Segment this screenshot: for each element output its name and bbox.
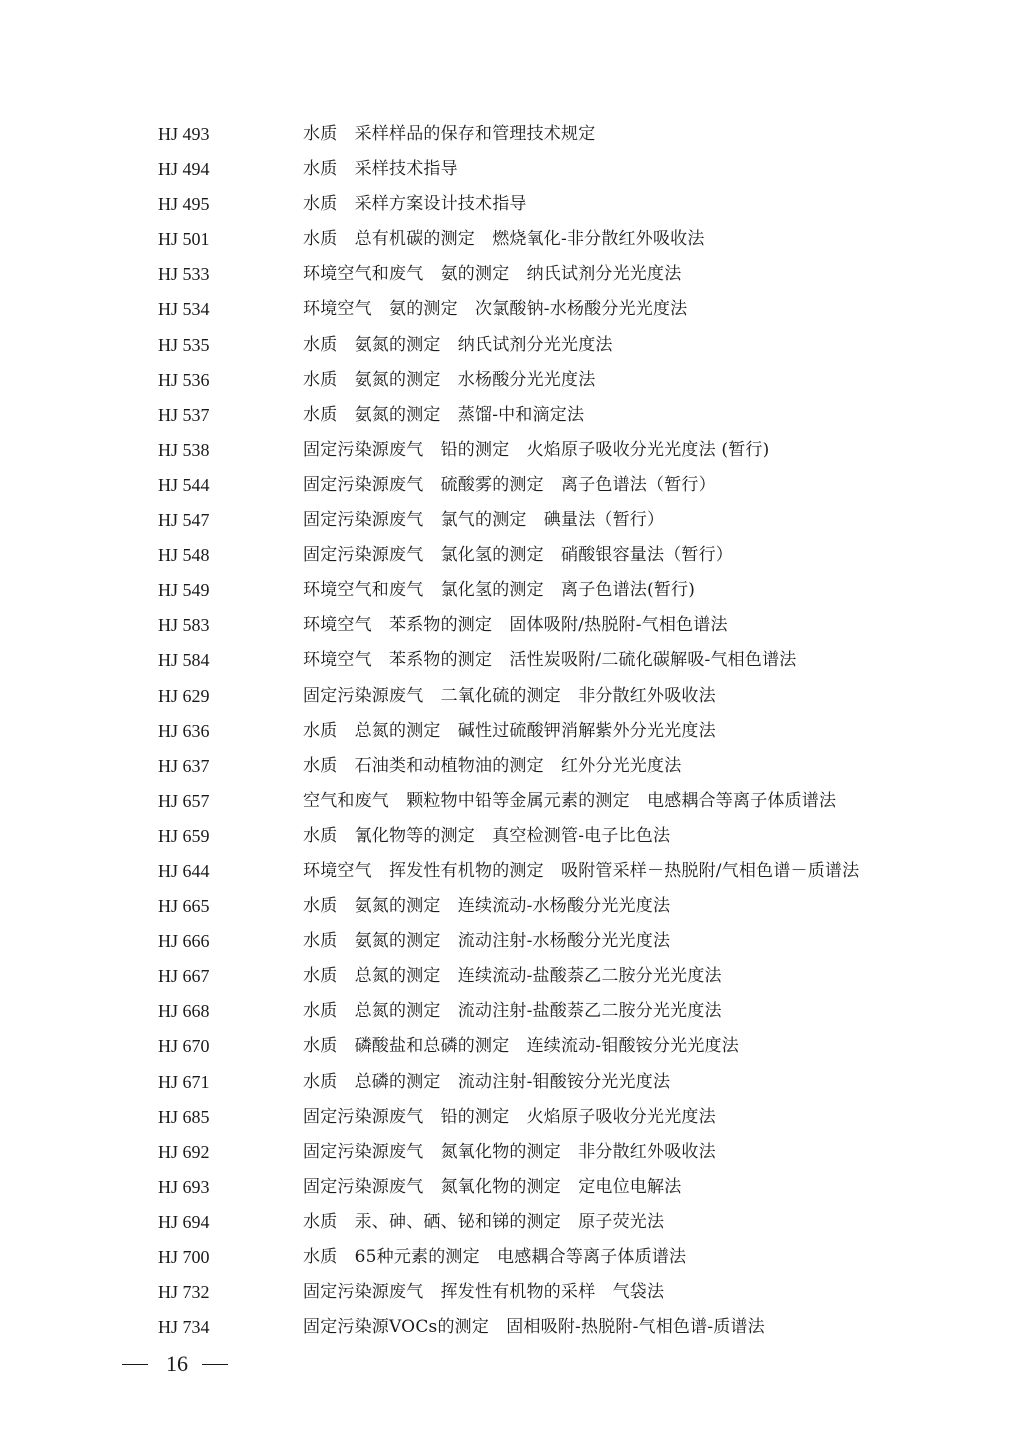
standard-title: 水质 氨氮的测定 水杨酸分光光度法 [303, 369, 596, 390]
list-item [0, 994, 1024, 1029]
standard-code: HJ 547 [158, 510, 210, 531]
standard-title: 固定污染源废气 二氧化硫的测定 非分散红外吸收法 [303, 685, 716, 706]
standard-title: 水质 总氮的测定 流动注射-盐酸萘乙二胺分光光度法 [303, 1001, 722, 1022]
standard-title: 固定污染源VOCs的测定 固相吸附-热脱附-气相色谱-质谱法 [303, 1317, 765, 1338]
standard-code: HJ 636 [158, 720, 210, 741]
standard-code: HJ 534 [158, 299, 210, 320]
list-item [0, 468, 1024, 503]
standard-code: HJ 501 [158, 229, 210, 250]
standard-title: 水质 氨氮的测定 纳氏试剂分光光度法 [303, 334, 613, 355]
standard-title: 固定污染源废气 氮氧化物的测定 非分散红外吸收法 [303, 1141, 716, 1162]
standard-code: HJ 692 [158, 1141, 210, 1162]
standard-code: HJ 535 [158, 334, 210, 355]
standard-title: 环境空气 挥发性有机物的测定 吸附管采样－热脱附/气相色谱－质谱法 [303, 860, 860, 881]
list-item [0, 1100, 1024, 1135]
list-item [0, 643, 1024, 678]
standard-code: HJ 657 [158, 790, 210, 811]
standard-code: HJ 495 [158, 194, 210, 215]
standard-title: 环境空气和废气 氯化氢的测定 离子色谱法(暂行) [303, 580, 696, 601]
standard-title: 水质 氨氮的测定 连续流动-水杨酸分光光度法 [303, 896, 671, 917]
list-item [0, 117, 1024, 152]
list-item [0, 538, 1024, 573]
standard-title: 水质 采样方案设计技术指导 [303, 194, 527, 215]
standard-title: 水质 总有机碳的测定 燃烧氧化-非分散红外吸收法 [303, 229, 705, 250]
standard-code: HJ 494 [158, 159, 210, 180]
list-item [0, 1275, 1024, 1310]
standard-code: HJ 493 [158, 124, 210, 144]
list-item [0, 1240, 1024, 1275]
standard-code: HJ 584 [158, 650, 210, 671]
standard-title: 环境空气 苯系物的测定 活性炭吸附/二硫化碳解吸-气相色谱法 [303, 650, 797, 671]
standard-title: 空气和废气 颗粒物中铅等金属元素的测定 电感耦合等离子体质谱法 [303, 790, 837, 811]
standard-title: 水质 氰化物等的测定 真空检测管-电子比色法 [303, 825, 671, 846]
list-item [0, 1065, 1024, 1100]
list-item [0, 679, 1024, 714]
standard-code: HJ 533 [158, 264, 210, 285]
list-item [0, 784, 1024, 819]
standard-code: HJ 583 [158, 615, 210, 636]
standards-list [0, 117, 1024, 1345]
page-footer [122, 1350, 228, 1378]
standard-title: 固定污染源废气 铅的测定 火焰原子吸收分光光度法 (暂行) [303, 439, 770, 460]
standard-code: HJ 637 [158, 755, 210, 776]
standard-code: HJ 544 [158, 474, 210, 495]
standard-code: HJ 537 [158, 404, 210, 425]
standard-title: 水质 总氮的测定 连续流动-盐酸萘乙二胺分光光度法 [303, 966, 722, 987]
standard-code: HJ 671 [158, 1071, 210, 1092]
left-dash-divider [122, 1364, 148, 1365]
standard-title: 环境空气 苯系物的测定 固体吸附/热脱附-气相色谱法 [303, 615, 728, 636]
standard-title: 水质 采样样品的保存和管理技术规定 [303, 124, 596, 144]
list-item [0, 152, 1024, 187]
list-item [0, 292, 1024, 327]
list-item [0, 328, 1024, 363]
standard-code: HJ 668 [158, 1001, 210, 1022]
list-item [0, 714, 1024, 749]
standard-title: 水质 总磷的测定 流动注射-钼酸铵分光光度法 [303, 1071, 671, 1092]
standard-title: 固定污染源废气 铅的测定 火焰原子吸收分光光度法 [303, 1106, 716, 1127]
standard-code: HJ 694 [158, 1211, 210, 1232]
list-item [0, 608, 1024, 643]
standard-title: 水质 氨氮的测定 蒸馏-中和滴定法 [303, 404, 585, 425]
standard-code: HJ 665 [158, 896, 210, 917]
standard-code: HJ 667 [158, 966, 210, 987]
list-item [0, 1135, 1024, 1170]
standard-code: HJ 644 [158, 860, 210, 881]
standard-title: 水质 石油类和动植物油的测定 红外分光光度法 [303, 755, 682, 776]
standard-code: HJ 549 [158, 580, 210, 601]
list-item [0, 257, 1024, 292]
standard-title: 固定污染源废气 氯气的测定 碘量法（暂行） [303, 510, 665, 531]
list-item [0, 1205, 1024, 1240]
list-item [0, 1310, 1024, 1345]
standard-title: 固定污染源废气 氯化氢的测定 硝酸银容量法（暂行） [303, 545, 733, 566]
standard-code: HJ 666 [158, 931, 210, 952]
standard-title: 固定污染源废气 硫酸雾的测定 离子色谱法（暂行） [303, 474, 716, 495]
list-item [0, 959, 1024, 994]
standard-title: 水质 磷酸盐和总磷的测定 连续流动-钼酸铵分光光度法 [303, 1036, 739, 1057]
list-item [0, 1170, 1024, 1205]
standard-code: HJ 700 [158, 1247, 210, 1267]
list-item [0, 854, 1024, 889]
standard-title: 水质 总氮的测定 碱性过硫酸钾消解紫外分光光度法 [303, 720, 716, 741]
list-item [0, 749, 1024, 784]
list-item [0, 889, 1024, 924]
standard-code: HJ 538 [158, 439, 210, 460]
standard-code: HJ 685 [158, 1106, 210, 1127]
standard-title: 水质 65种元素的测定 电感耦合等离子体质谱法 [303, 1247, 687, 1267]
standard-code: HJ 536 [158, 369, 210, 390]
list-item [0, 573, 1024, 608]
standard-code: HJ 670 [158, 1036, 210, 1057]
list-item [0, 222, 1024, 257]
standard-title: 环境空气 氨的测定 次氯酸钠-水杨酸分光光度法 [303, 299, 688, 320]
list-item [0, 363, 1024, 398]
page-number: 16 [166, 1351, 188, 1376]
standard-title: 固定污染源废气 挥发性有机物的采样 气袋法 [303, 1282, 665, 1303]
list-item [0, 924, 1024, 959]
list-item [0, 433, 1024, 468]
standard-code: HJ 734 [158, 1317, 210, 1338]
standard-code: HJ 629 [158, 685, 210, 706]
list-item [0, 187, 1024, 222]
standard-code: HJ 693 [158, 1176, 210, 1197]
standard-title: 环境空气和废气 氨的测定 纳氏试剂分光光度法 [303, 264, 682, 285]
standard-title: 水质 氨氮的测定 流动注射-水杨酸分光光度法 [303, 931, 671, 952]
standard-code: HJ 659 [158, 825, 210, 846]
list-item [0, 398, 1024, 433]
standard-title: 水质 采样技术指导 [303, 159, 458, 180]
standard-title: 固定污染源废气 氮氧化物的测定 定电位电解法 [303, 1176, 682, 1197]
right-dash-divider [202, 1364, 228, 1365]
list-item [0, 819, 1024, 854]
standard-code: HJ 548 [158, 545, 210, 566]
list-item [0, 1029, 1024, 1064]
standard-code: HJ 732 [158, 1282, 210, 1303]
list-item [0, 503, 1024, 538]
standard-title: 水质 汞、砷、硒、铋和锑的测定 原子荧光法 [303, 1211, 665, 1232]
